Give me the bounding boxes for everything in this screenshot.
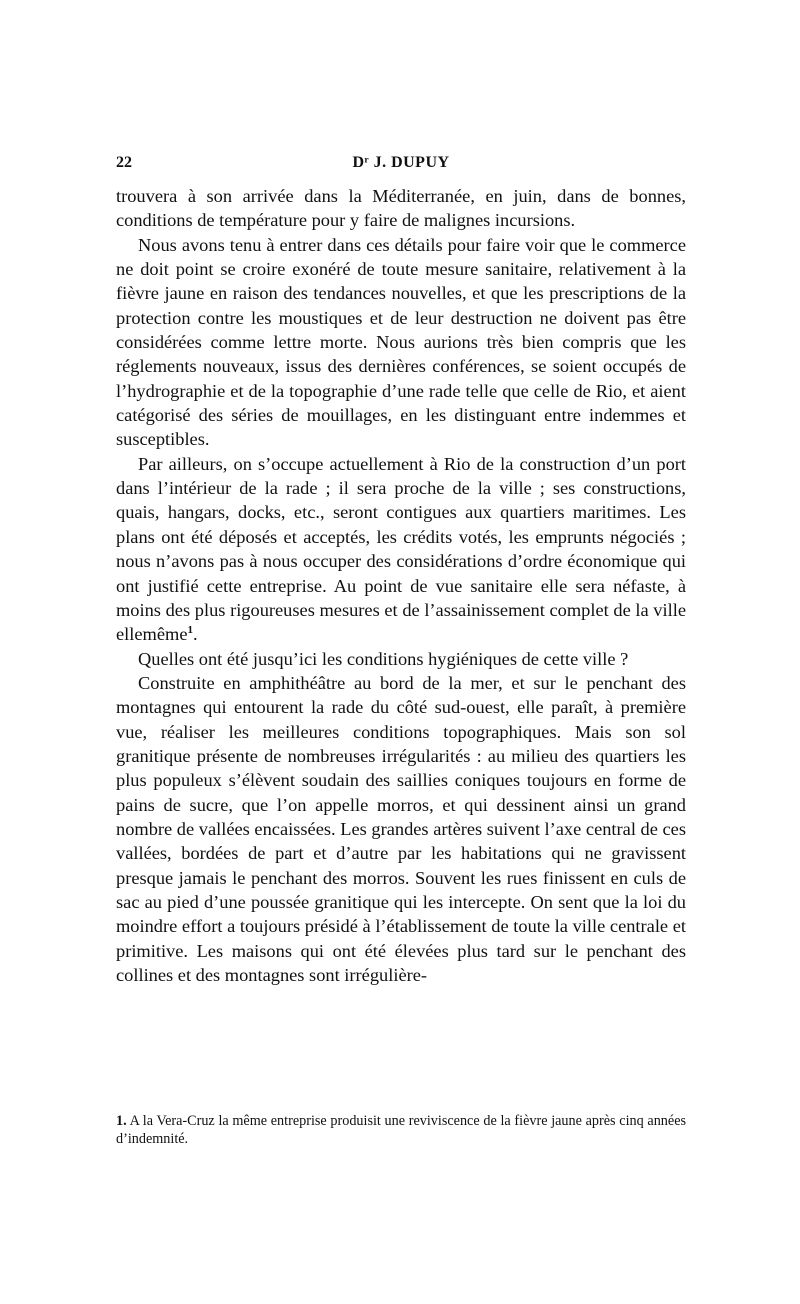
paragraph-port-construction bbox=[116, 452, 686, 647]
paragraph-port-text: Par ailleurs, on s’occupe actuellement à Rio de la construction d’un port dans l’intérieur de la rade ; il sera proche de la ville ; ses constructions, quais, hangars, docks, etc., seront contigues aux quartiers maritimes. Les plans ont été déposés et acceptés, les crédits votés, les emprunts négociés ; nous n’avons pas à nous occuper des considérations d’ordre économique qui ont justifié cette entreprise. Au point de vue sanitaire elle sera néfaste, à moins des plus rigoureuses mesures et de l’assainissement complet de la ville ellemême bbox=[116, 453, 686, 645]
body-text bbox=[116, 184, 686, 987]
paragraph-port-period: . bbox=[192, 624, 198, 645]
footnote-reference: 1 bbox=[187, 624, 193, 637]
paragraph-city-topography: Construite en amphithéâtre au bord de la mer, et sur le penchant des montagnes qui entourent la rade du côté sud-ouest, elle paraît, à première vue, réaliser les meilleures conditions topographiques. Mais son sol granitique présente de nombreuses irrégularités : au milieu des quartiers les plus populeux s’élèvent soudain des saillies coniques toujours en forme de pains de sucre, que l’on appelle morros, et qui dessinent ainsi un grand nombre de vallées encaissées. Les grandes artères suivent l’axe central de ces vallées, bordées de part et d’autre par les habitations qui ne gravissent presque jamais le penchant des morros. Souvent les rues finissent en culs de sac au pied d’une poussée granitique qui les intercepte. On sent que la loi du moindre effort a toujours présidé à l’établissement de toute la ville centrale et primitive. Les maisons qui ont été élevées plus tard sur le penchant des collines et des montagnes sont irrégulière- bbox=[116, 672, 686, 985]
page-number: 22 bbox=[116, 154, 132, 171]
footnote-marker: 1. bbox=[116, 1113, 127, 1129]
page-header bbox=[116, 154, 686, 176]
paragraph-sanitary-measures: Nous avons tenu à entrer dans ces détails pour faire voir que le commerce ne doit point se croire exonéré de toute mesure sanitaire, relativement à la fièvre jaune en raison des tendances nouvelles, et que les prescriptions de la protection contre les moustiques et de leur destruction ne doivent pas être considérées comme lettre morte. Nous aurions très bien compris que les réglements nouveaux, issus des dernières conférences, se soient occupés de l’hydrographie et de la topographie d’une rade telle que celle de Rio, et aient catégorisé des séries de mouillages, en les distinguant entre indemmes et susceptibles. bbox=[116, 234, 686, 450]
footnote-text: A la Vera-Cruz la même entreprise produisit une reviviscence de la fièvre jaune après cinq années d’indemnité. bbox=[116, 1113, 687, 1147]
footnote bbox=[116, 1112, 686, 1148]
running-head: Dʳ J. DUPUY bbox=[352, 154, 450, 171]
paragraph-hygiene-question: Quelles ont été jusqu’ici les conditions hygiéniques de cette ville ? bbox=[138, 648, 629, 669]
paragraph-continuation: trouvera à son arrivée dans la Méditerranée, en juin, dans de bonnes, conditions de température pour y faire de malignes incursions. bbox=[116, 186, 686, 231]
